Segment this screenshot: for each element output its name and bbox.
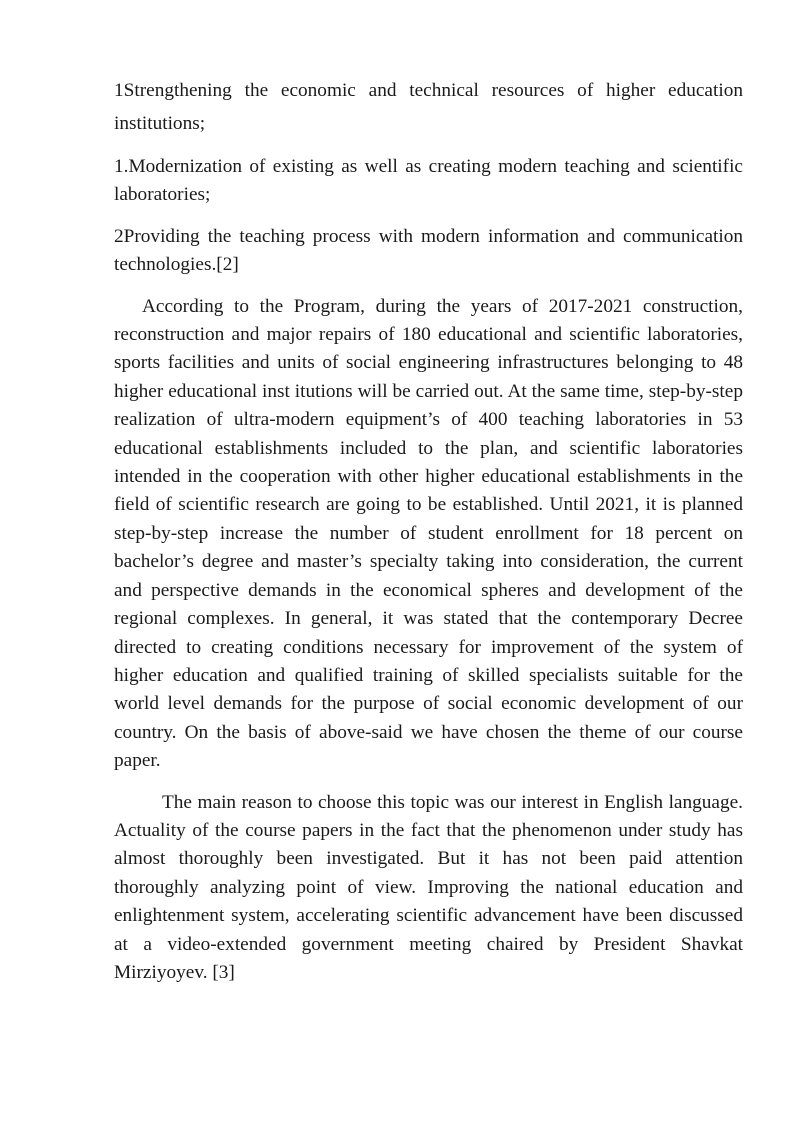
list-item: 2Providing the teaching process with modern information and communication technologies.[2]	[114, 225, 743, 276]
body-paragraph: The main reason to choose this topic was our interest in English language. Actuality of the course papers in the fact that the phenomenon under study has almost thoroughly been investigated. But it has not been paid attention thoroughly analyzing point of view. Improving the national education and enlightenment system, accelerating scientific advancement have been discussed at a video-extended government meeting chaired by President Shavkat Mirziyoyev. [3]	[114, 791, 743, 983]
body-paragraph: According to the Program, during the years of 2017-2021 construction, reconstruction and major repairs of 180 educational and scientific laboratories, sports facilities and units of social engineering infrastructures belonging to 48 higher educational inst itutions will be carried out. At the same time, step-by-step realization of ultra-modern equipment’s of 400 teaching laboratories in 53 educational establishments included to the plan, and scientific laboratories intended in the cooperation with other higher educational establishments in the field of scientific research are going to be established. Until 2021, it is planned step-by-step increase the number of student enrollment for 18 percent on bachelor’s degree and master’s specialty taking into consideration, the current and perspective demands in the economical spheres and development of the regional complexes. In general, it was stated that the contemporary Decree directed to creating conditions necessary for improvement of the system of higher education and qualified training of skilled specialists suitable for the world level demands for the purpose of social economic development of our country. On the basis of above-said we have chosen the theme of our course paper.	[114, 295, 743, 772]
list-item: 1Strengthening the economic and technical resources of higher education institutions;	[114, 80, 743, 134]
document-page	[114, 74, 743, 987]
list-item: 1.Modernization of existing as well as creating modern teaching and scientific laboratories;	[114, 156, 743, 206]
